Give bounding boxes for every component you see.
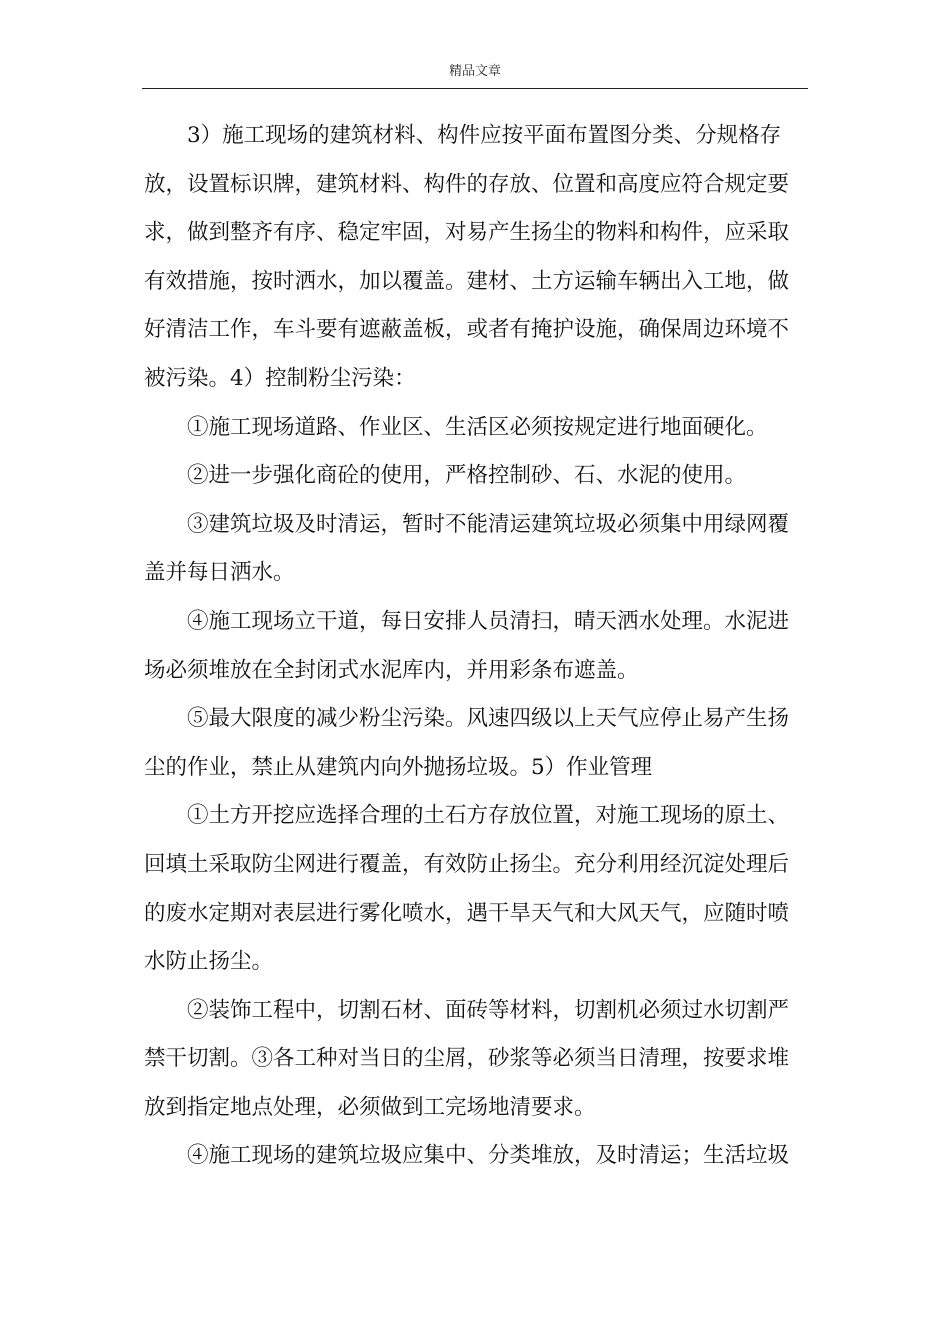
text-line: 放，设置标识牌，建筑材料、构件的存放、位置和高度应符合规定要 (144, 171, 790, 197)
text-line: ②进一步强化商砼的使用，严格控制砂、石、水泥的使用。 (187, 463, 747, 489)
text-line: 盖并每日洒水。 (144, 560, 295, 586)
text-line: ④施工现场立干道，每日安排人员清扫，晴天洒水处理。水泥进 (187, 608, 790, 634)
text-line: 有效措施，按时洒水，加以覆盖。建材、土方运输车辆出入工地，做 (144, 268, 790, 294)
header-title: 精品文章 (448, 64, 501, 79)
text-line: 3）施工现场的建筑材料、构件应按平面布置图分类、分规格存 (187, 123, 782, 148)
text-line: ①施工现场道路、作业区、生活区必须按规定进行地面硬化。 (187, 414, 768, 440)
text-line: 求，做到整齐有序、稳定牢固，对易产生扬尘的物料和构件，应采取 (144, 220, 790, 246)
text-line: ②装饰工程中，切割石材、面砖等材料，切割机必须过水切割严 (187, 997, 790, 1023)
text-line: 场必须堆放在全封闭式水泥库内，并用彩条布遮盖。 (144, 657, 639, 683)
text-line: ③建筑垃圾及时清运，暂时不能清运建筑垃圾必须集中用绿网覆 (187, 511, 790, 537)
document-body (144, 112, 810, 1181)
text-line: 的废水定期对表层进行雾化喷水，遇干旱天气和大风天气，应随时喷 (144, 900, 790, 926)
text-line: 被污染。4）控制粉尘污染： (144, 365, 416, 391)
text-line: ④施工现场的建筑垃圾应集中、分类堆放，及时清运；生活垃圾 (187, 1143, 790, 1169)
text-line: ⑤最大限度的减少粉尘污染。风速四级以上天气应停止易产生扬 (187, 706, 790, 732)
text-line: 水防止扬尘。 (144, 949, 274, 975)
page-header (142, 60, 808, 89)
text-line: 禁干切割。③各工种对当日的尘屑，砂浆等必须当日清理，按要求堆 (144, 1046, 790, 1072)
text-line: ①土方开挖应选择合理的土石方存放位置，对施工现场的原土、 (187, 803, 790, 829)
text-line: 放到指定地点处理，必须做到工完场地清要求。 (144, 1094, 596, 1120)
text-line: 尘的作业，禁止从建筑内向外抛扬垃圾。5）作业管理 (144, 754, 653, 780)
text-line: 好清洁工作，车斗要有遮蔽盖板，或者有掩护设施，确保周边环境不 (144, 317, 790, 343)
text-line: 回填土采取防尘网进行覆盖，有效防止扬尘。充分利用经沉淀处理后 (144, 851, 790, 877)
